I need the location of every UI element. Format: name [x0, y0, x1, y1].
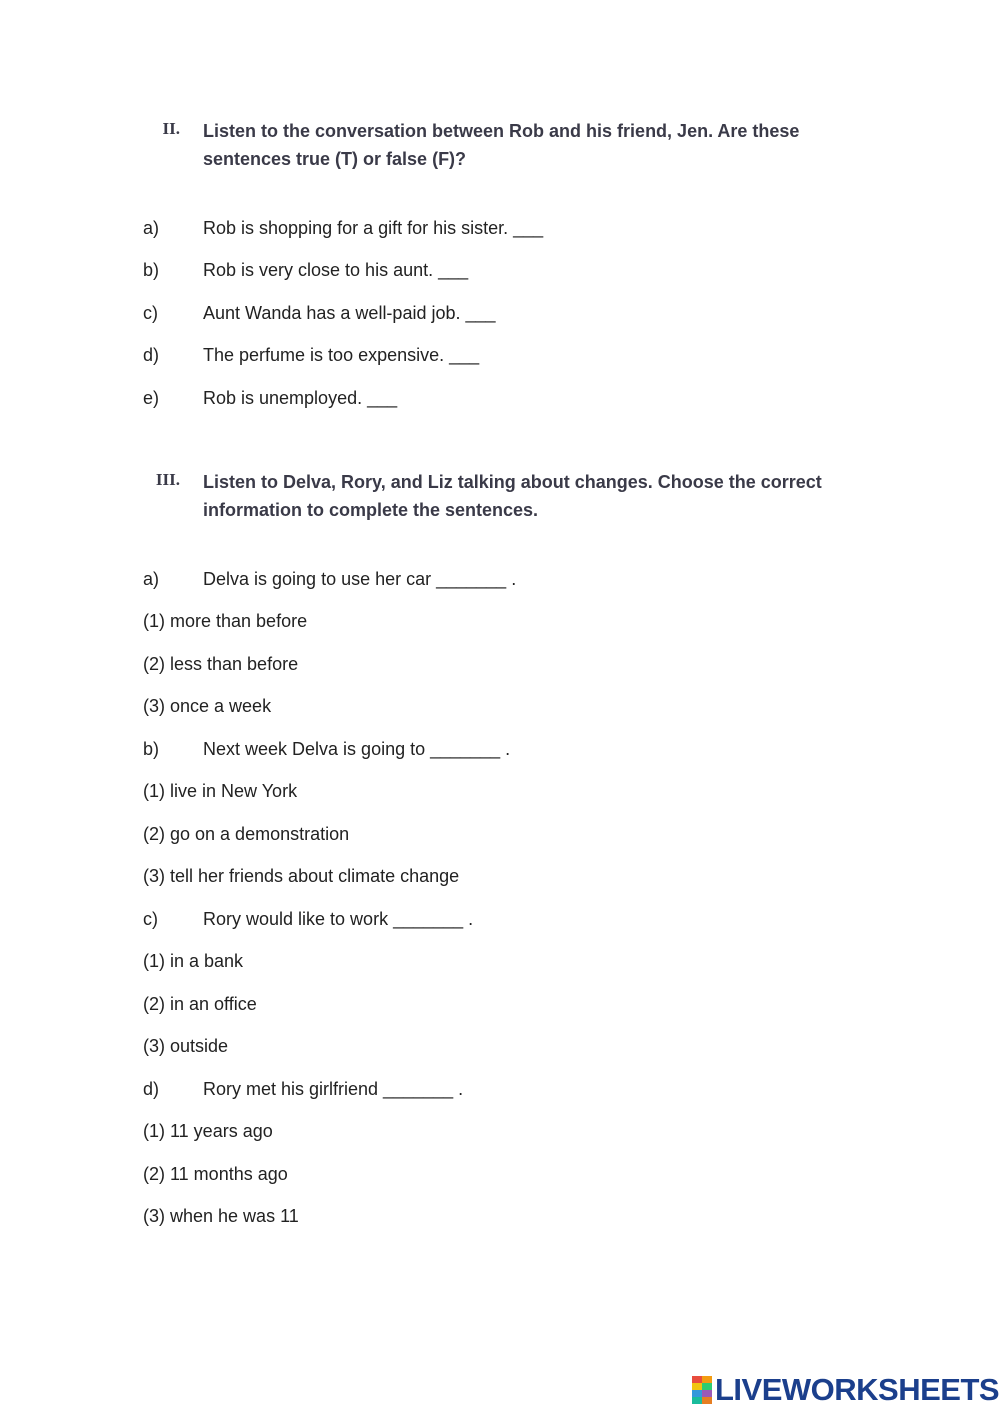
item-statement[interactable]: Aunt Wanda has a well-paid job. ___	[203, 303, 496, 323]
question-text[interactable]: Delva is going to use her car _______ .	[203, 569, 517, 589]
question-letter: d)	[143, 1079, 160, 1099]
item-statement[interactable]: Rob is unemployed. ___	[203, 388, 398, 408]
question-item	[0, 1077, 1000, 1101]
logo-tile	[702, 1376, 712, 1383]
answer-option[interactable]: (2) less than before	[143, 654, 299, 674]
answer-option[interactable]: (2) go on a demonstration	[143, 824, 350, 844]
item-letter: c)	[143, 303, 158, 323]
question-letter: b)	[143, 739, 160, 759]
section-2-numeral: II.	[162, 119, 180, 138]
answer-option[interactable]: (1) 11 years ago	[143, 1121, 273, 1141]
question-item	[0, 567, 1000, 591]
answer-option[interactable]: (1) live in New York	[143, 781, 298, 801]
logo-tile	[692, 1390, 702, 1397]
item-statement[interactable]: The perfume is too expensive. ___	[203, 345, 480, 365]
brand-name: LIVEWORKSHEETS	[715, 1372, 1000, 1407]
true-false-item	[0, 301, 1000, 325]
logo-tile	[702, 1397, 712, 1404]
item-letter: d)	[143, 345, 160, 365]
item-letter: b)	[143, 260, 160, 280]
question-item	[0, 907, 1000, 931]
question-letter: a)	[143, 569, 160, 589]
answer-option[interactable]: (2) 11 months ago	[143, 1164, 288, 1184]
question-item	[0, 737, 1000, 761]
true-false-item	[0, 216, 1000, 240]
item-statement[interactable]: Rob is very close to his aunt. ___	[203, 260, 469, 280]
true-false-item	[0, 343, 1000, 367]
section-2-title: Listen to the conversation between Rob and his friend, Jen. Are these sentences true (T) or false (F)?	[203, 121, 800, 169]
true-false-item	[0, 258, 1000, 282]
answer-option[interactable]: (3) outside	[143, 1036, 229, 1056]
answer-option[interactable]: (3) once a week	[143, 696, 272, 716]
question-text[interactable]: Rory would like to work _______ .	[203, 909, 474, 929]
item-statement[interactable]: Rob is shopping for a gift for his sister. ___	[203, 218, 544, 238]
section-3-title: Listen to Delva, Rory, and Liz talking about changes. Choose the correct information to complete the sentences.	[203, 472, 822, 520]
question-text[interactable]: Rory met his girlfriend _______ .	[203, 1079, 464, 1099]
liveworksheets-logo	[692, 1372, 999, 1408]
section-3-numeral: III.	[155, 470, 180, 489]
answer-option[interactable]: (1) in a bank	[143, 951, 244, 971]
logo-tile	[702, 1383, 712, 1390]
question-text[interactable]: Next week Delva is going to _______ .	[203, 739, 511, 759]
question-letter: c)	[143, 909, 158, 929]
liveworksheets-icon	[692, 1376, 712, 1404]
answer-option[interactable]: (2) in an office	[143, 994, 257, 1014]
answer-option[interactable]: (1) more than before	[143, 611, 308, 631]
answer-option[interactable]: (3) tell her friends about climate change	[143, 866, 460, 886]
true-false-item	[0, 386, 1000, 410]
logo-tile	[692, 1376, 702, 1383]
item-letter: a)	[143, 218, 160, 238]
answer-option[interactable]: (3) when he was 11	[143, 1206, 299, 1226]
item-letter: e)	[143, 388, 160, 408]
logo-tile	[702, 1390, 712, 1397]
logo-tile	[692, 1397, 702, 1404]
logo-tile	[692, 1383, 702, 1390]
